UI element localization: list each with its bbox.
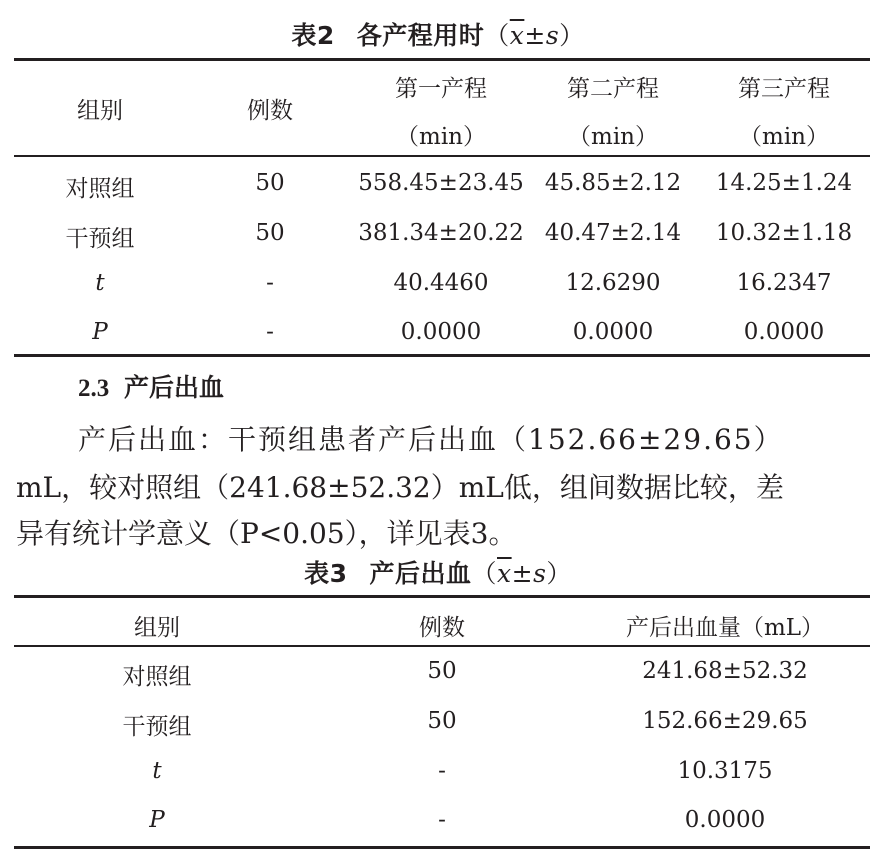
- table3-row-count: 50: [427, 708, 457, 734]
- table3-header-count: 例数: [419, 615, 465, 641]
- table3-row-amount: 0.0000: [684, 807, 766, 833]
- table3-row-group: P: [149, 807, 165, 833]
- table2-row-stage2: 45.85±2.12: [544, 170, 682, 196]
- table3-row-amount: 241.68±52.32: [642, 658, 808, 684]
- table3-label: 表3: [304, 559, 348, 588]
- table2-row-count: 50: [255, 220, 285, 246]
- table2-row-group: t: [95, 270, 105, 296]
- table3-top-rule: [14, 595, 870, 598]
- table2-header-stage2: 第二产程: [567, 76, 659, 102]
- table2-row-stage2: 12.6290: [565, 270, 661, 296]
- table3-row-group: 对照组: [122, 664, 192, 690]
- table2-row-stage3: 0.0000: [743, 319, 825, 345]
- paragraph-line: 产后出血：干预组患者产后出血（152.66±29.65）: [78, 423, 784, 456]
- table2-row-stage1: 40.4460: [393, 270, 489, 296]
- table2-row-stage3: 16.2347: [736, 270, 832, 296]
- table2-row-stage1: 381.34±20.22: [358, 220, 524, 246]
- table2-row-stage1: 0.0000: [400, 319, 482, 345]
- table3-row-group: t: [152, 758, 162, 784]
- table2-row-stage1: 558.45±23.45: [358, 170, 524, 196]
- table2-row-count: -: [266, 270, 274, 296]
- table2-row-count: 50: [255, 170, 285, 196]
- table3-row-amount: 10.3175: [677, 758, 773, 784]
- table3-title: 产后出血: [369, 559, 472, 588]
- table2-header-stage3: 第三产程: [738, 76, 830, 102]
- table3-row-count: -: [438, 758, 446, 784]
- table2-header-unit2: （min）: [568, 124, 658, 150]
- table2-label: 表2: [291, 21, 335, 50]
- table3-row-count: -: [438, 807, 446, 833]
- table2-row-stage3: 14.25±1.24: [715, 170, 853, 196]
- table2-stat: $(\overline{x}\pm s)$: [484, 21, 585, 50]
- table3-row-group: 干预组: [122, 714, 192, 740]
- table2-top-rule: [14, 58, 870, 61]
- table3-header-rule: [14, 645, 870, 647]
- paragraph-line: mL，较对照组（241.68±52.32）mL低，组间数据比较，差: [16, 471, 784, 504]
- table2-header-rule: [14, 155, 870, 157]
- section-number: 2.3: [78, 375, 110, 402]
- table3-row-count: 50: [427, 658, 457, 684]
- table2-row-stage2: 0.0000: [572, 319, 654, 345]
- table2-row-count: -: [266, 319, 274, 345]
- section-title: 产后出血: [123, 373, 224, 402]
- table2-row-stage2: 40.47±2.14: [544, 220, 682, 246]
- table2-header-unit1: （min）: [396, 124, 486, 150]
- table2-bottom-rule: [14, 354, 870, 357]
- paragraph-line: 异有统计学意义（P<0.05），详见表3。: [16, 517, 517, 550]
- table3-header-group: 组别: [134, 615, 180, 641]
- table2-header-count: 例数: [247, 98, 293, 124]
- table3-header-amount: 产后出血量（mL）: [625, 615, 825, 641]
- table3-bottom-rule: [14, 846, 870, 849]
- table2-header-unit3: （min）: [739, 124, 829, 150]
- table2-title: 各产程用时: [356, 21, 485, 50]
- table2-row-stage3: 10.32±1.18: [715, 220, 853, 246]
- table2-caption: [0, 16, 876, 52]
- table2-header-stage1: 第一产程: [395, 76, 487, 102]
- table3-stat: $(\overline{x}\pm s)$: [471, 559, 572, 588]
- table2-row-group: P: [92, 319, 108, 345]
- table3-caption: [0, 554, 876, 590]
- table2-row-group: 对照组: [65, 176, 135, 202]
- section-heading: [78, 368, 224, 404]
- table2-header-group: 组别: [77, 98, 123, 124]
- table3-row-amount: 152.66±29.65: [642, 708, 808, 734]
- table2-row-group: 干预组: [65, 226, 135, 252]
